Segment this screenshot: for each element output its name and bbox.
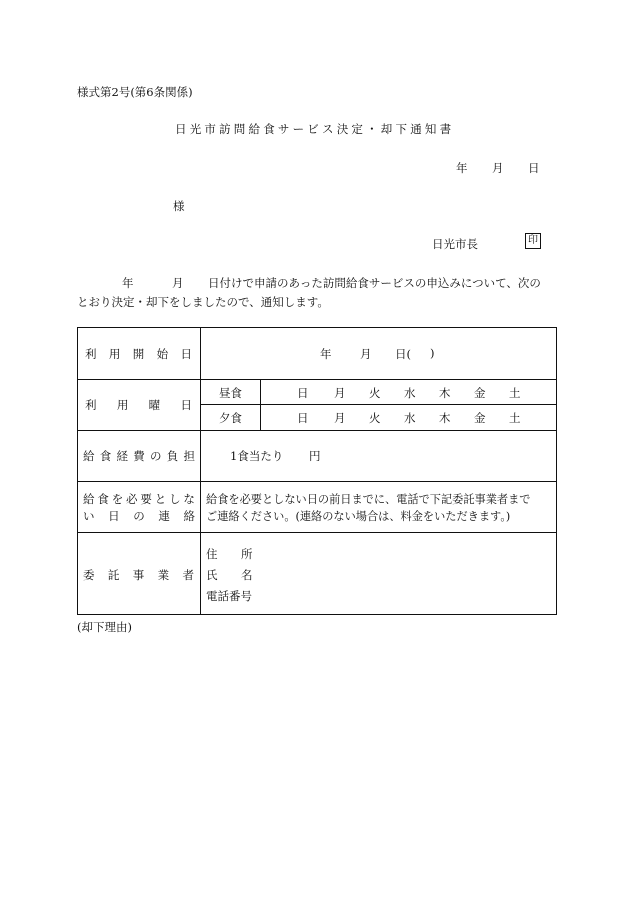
dinner-day-tue: 火 — [369, 411, 381, 425]
lunch-day-tue: 火 — [369, 386, 381, 400]
body-year: 年 — [122, 276, 134, 290]
table-border-bottom — [77, 614, 557, 615]
table-column-divider — [200, 327, 201, 615]
lunch-day-fri: 金 — [474, 386, 486, 400]
label-notice-line1: 給 食 を 必 要 と し な — [83, 492, 195, 506]
body-text-line1: 日付けで申請のあった訪問給食サービスの申込みについて、次の — [208, 276, 541, 290]
dinner-day-thu: 木 — [439, 411, 451, 425]
form-number: 様式第2号(第6条関係) — [77, 85, 193, 99]
dinner-day-mon: 月 — [334, 411, 346, 425]
table-rule — [77, 481, 557, 482]
notice-text-line1: 給食を必要としない日の前日までに、電話で下記委託事業者まで — [206, 493, 531, 506]
seal-mark: 印 — [525, 233, 541, 249]
dinner-day-fri: 金 — [474, 411, 486, 425]
date-year: 年 — [456, 161, 468, 175]
contractor-phone-label: 電話番号 — [206, 589, 252, 603]
date-day: 日 — [528, 161, 540, 175]
notification-table — [77, 327, 557, 615]
label-notice-line2: い 日 の 連 絡 — [83, 509, 195, 523]
table-meal-divider — [260, 379, 261, 430]
notice-text-line2: ご連絡ください。(連絡のない場合は、料金をいただきます。) — [206, 510, 511, 523]
dinner-day-sun: 日 — [297, 411, 309, 425]
document-title: 日光市訪問給食サービス決定・却下通知書 — [175, 122, 455, 136]
contractor-address-label-2: 所 — [241, 547, 253, 561]
contractor-address-label-1: 住 — [206, 547, 218, 561]
rejection-reason-label: (却下理由) — [77, 620, 132, 634]
cost-unit: 円 — [309, 449, 321, 463]
table-rule — [77, 430, 557, 431]
meal-lunch-label: 昼食 — [219, 386, 242, 400]
label-start-date: 利 用 開 始 日 — [85, 347, 192, 361]
dinner-day-wed: 水 — [404, 411, 416, 425]
lunch-day-sat: 土 — [509, 386, 521, 400]
start-date-day: 日( — [395, 347, 411, 361]
issuer-name: 日光市長 — [432, 237, 478, 251]
lunch-day-mon: 月 — [334, 386, 346, 400]
contractor-name-label-1: 氏 — [206, 568, 218, 582]
start-date-month: 月 — [360, 347, 372, 361]
start-date-year: 年 — [320, 347, 332, 361]
label-meal-cost: 給 食 経 費 の 負 担 — [83, 449, 195, 463]
lunch-day-thu: 木 — [439, 386, 451, 400]
date-month: 月 — [492, 161, 504, 175]
body-month: 月 — [172, 276, 184, 290]
meal-dinner-label: 夕食 — [219, 411, 242, 425]
start-date-close: ) — [430, 346, 435, 360]
table-border-top — [77, 327, 557, 328]
table-border-right — [556, 327, 557, 615]
label-contractor: 委 託 事 業 者 — [83, 568, 194, 582]
body-text-line2: とおり決定・却下をしましたので、通知します。 — [77, 295, 329, 309]
lunch-day-wed: 水 — [404, 386, 416, 400]
table-rule — [77, 379, 557, 380]
dinner-day-sat: 土 — [509, 411, 521, 425]
cost-per-meal: 1食当たり — [230, 449, 284, 463]
table-rule — [200, 404, 557, 405]
table-rule — [77, 532, 557, 533]
label-usage-weekday: 利 用 曜 日 — [85, 398, 192, 412]
recipient-suffix: 様 — [173, 199, 185, 213]
contractor-name-label-2: 名 — [241, 568, 253, 582]
lunch-day-sun: 日 — [297, 386, 309, 400]
